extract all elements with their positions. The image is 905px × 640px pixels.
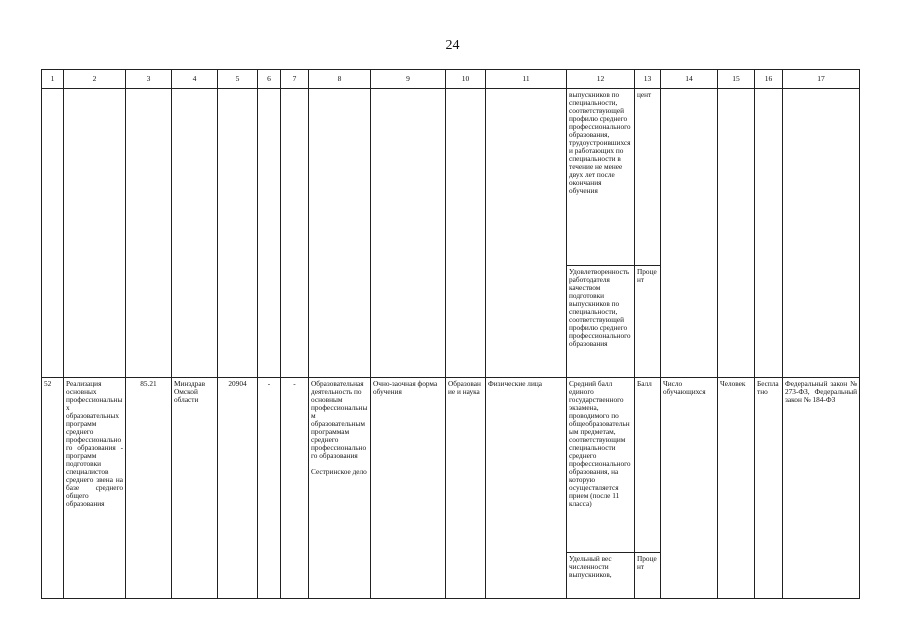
empty-cell <box>218 89 258 378</box>
empty-cell <box>371 89 446 378</box>
col-header: 14 <box>661 70 718 89</box>
quality-unit-cell: цент <box>635 89 661 266</box>
col-header: 12 <box>567 70 635 89</box>
table-row <box>42 89 860 266</box>
quality-unit-cell: Балл <box>635 378 661 553</box>
col-header: 2 <box>64 70 126 89</box>
empty-cell <box>172 89 218 378</box>
volume-unit-cell: Человек <box>718 378 755 599</box>
empty-cell <box>281 89 309 378</box>
quality-indicator-cell: Удельный вес численности выпускников, <box>567 553 635 599</box>
col-header: 6 <box>258 70 281 89</box>
col-header: 7 <box>281 70 309 89</box>
form-cell: Очно-заочная форма обучения <box>371 378 446 599</box>
col-header: 4 <box>172 70 218 89</box>
content-text: Образовательная деятельность по основным профессиональным образовательным программам среднего профессионального образования <box>311 379 368 461</box>
row-number-cell: 52 <box>42 378 64 599</box>
sphere-cell: Образование и наука <box>446 378 486 599</box>
page-number: 24 <box>445 38 460 53</box>
col-header: 15 <box>718 70 755 89</box>
col-header: 9 <box>371 70 446 89</box>
consumers-cell: Физические лица <box>486 378 567 599</box>
col-header: 16 <box>755 70 783 89</box>
code-cell: 85.21 <box>126 378 172 599</box>
legal-basis-cell: Федеральный закон № 273-ФЗ, Федеральный закон № 184-ФЗ <box>783 378 860 599</box>
services-table <box>41 69 860 599</box>
empty-cell <box>309 89 371 378</box>
col-header: 13 <box>635 70 661 89</box>
empty-cell <box>783 89 860 378</box>
content-cell <box>309 378 371 599</box>
col-header: 3 <box>126 70 172 89</box>
empty-cell <box>718 89 755 378</box>
col6-cell: - <box>258 378 281 599</box>
empty-cell <box>446 89 486 378</box>
volume-indicator-cell: Число обучающихся <box>661 378 718 599</box>
header-row <box>42 70 860 89</box>
quality-indicator-cell: выпускников по специальности, соответствующей профилю среднего профессионального образования, трудоустроившихся и работающих по специальности в течение не менее двух лет после окончания обучения <box>567 89 635 266</box>
col-header: 5 <box>218 70 258 89</box>
quality-unit-cell: Процент <box>635 266 661 378</box>
empty-cell <box>64 89 126 378</box>
quality-unit-cell: Процент <box>635 553 661 599</box>
col-header: 11 <box>486 70 567 89</box>
col7-cell: - <box>281 378 309 599</box>
empty-cell <box>661 89 718 378</box>
empty-cell <box>258 89 281 378</box>
specialty-text: Сестринское дело <box>311 467 367 477</box>
col-header: 8 <box>309 70 371 89</box>
quality-indicator-cell: Удовлетворенность работодателя качеством подготовки выпускников по специальности, соответствующей профилю среднего профессионального образования <box>567 266 635 378</box>
col-header: 1 <box>42 70 64 89</box>
col-header: 10 <box>446 70 486 89</box>
empty-cell <box>126 89 172 378</box>
payment-cell: Бесплатно <box>755 378 783 599</box>
agency-code-cell: 20904 <box>218 378 258 599</box>
empty-cell <box>486 89 567 378</box>
col-header: 17 <box>783 70 860 89</box>
empty-cell <box>42 89 64 378</box>
empty-cell <box>755 89 783 378</box>
agency-cell: Минздрав Омской области <box>172 378 218 599</box>
table-row <box>42 378 860 553</box>
quality-indicator-cell: Средний балл единого государственного экзамена, проводимого по общеобразовательным предметам, соответствующим специальности среднего профессионального образования, на которую осуществляется прием (после 11 класса) <box>567 378 635 553</box>
service-name-cell: Реализация основных профессиональных образовательных программ среднего профессионального образования - программ подготовки специалистов среднего звена на базе среднего общего образования <box>64 378 126 599</box>
